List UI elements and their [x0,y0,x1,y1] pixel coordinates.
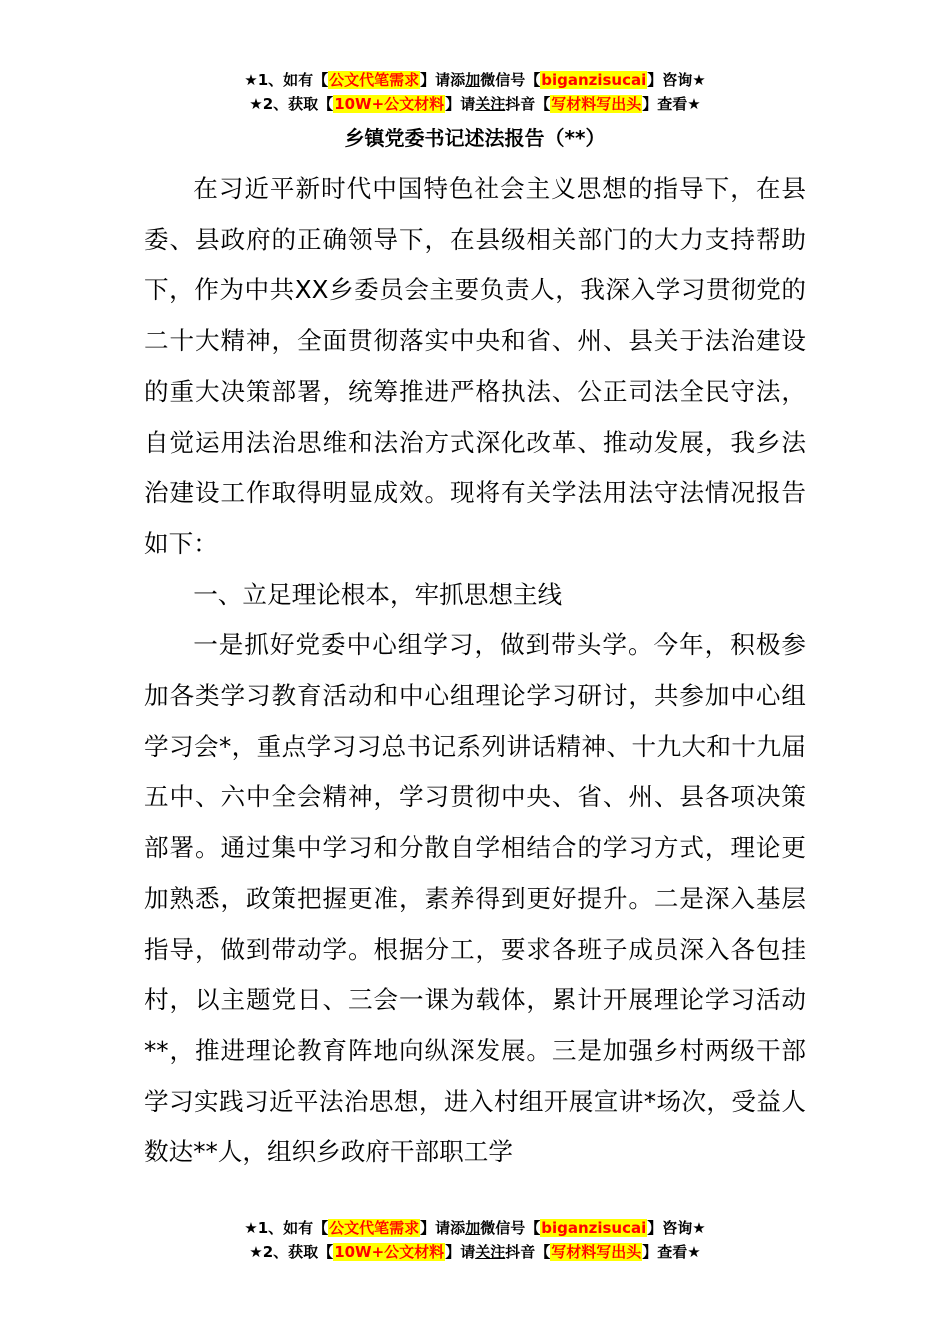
banner-highlight: biganzisucai [541,1219,647,1237]
banner-text: 】请 [445,1243,476,1261]
banner-text: 微信号【 [480,71,541,89]
banner-text: 】查看★ [642,1243,701,1261]
banner-text: 】请添 [420,1219,466,1237]
banner-underlined-text: 关注 [475,95,506,113]
banner-highlight: 公文代笔需求 [329,1219,420,1237]
paragraph-section-1: 一是抓好党委中心组学习，做到带头学。今年，积极参加各类学习教育活动和中心组理论学习研讨，共参加中心组学习会*，重点学习习总书记系列讲话精神、十九大和十九届五中、六中全会精神，学习贯彻中央、省、州、县各项决策部署。通过集中学习和分散自学相结合的学习方式，理论更加熟悉，政策把握更准，素养得到更好提升。二是深入基层指导，做到带动学。根据分工，要求各班子成员深入各包挂村，以主题党日、三会一课为载体，累计开展理论学习活动**，推进理论教育阵地向纵深发展。三是加强乡村两级干部学习实践习近平法治思想，进入村组开展宣讲*场次，受益人数达**人，组织乡政府干部职工学 [144,630,806,1167]
banner-highlight: 10W+公文材料 [334,1243,445,1261]
banner-highlight: 10W+公文材料 [334,95,445,113]
header-banner [0,68,950,116]
document-title: 乡镇党委书记述法报告（**） [344,126,606,150]
section-heading: 一、立足理论根本，牢抓思想主线 [193,579,563,609]
banner-text: 抖音【 [505,1243,551,1261]
banner-line-2 [0,1240,950,1264]
banner-highlight: biganzisucai [541,71,647,89]
banner-line-1 [0,1216,950,1240]
banner-text: ★1、如有【 [244,1219,329,1237]
banner-underlined-text: 加 [465,1219,481,1237]
banner-line-2 [0,92,950,116]
document-body [144,164,806,1178]
banner-text: 】请添 [420,71,466,89]
banner-highlight: 公文代笔需求 [329,71,420,89]
paragraph-intro: 在习近平新时代中国特色社会主义思想的指导下，在县委、县政府的正确领导下，在县级相关部门的大力支持帮助下，作为中共XX乡委员会主要负责人，我深入学习贯彻党的二十大精神，全面贯彻落实中央和省、州、县关于法治建设的重大决策部署，统筹推进严格执法、公正司法全民守法，自觉运用法治思维和法治方式深化改革、推动发展，我乡法治建设工作取得明显成效。现将有关学法用法守法情况报告如下： [144,174,806,558]
banner-text: 微信号【 [480,1219,541,1237]
banner-text: ★2、获取【 [249,95,334,113]
banner-underlined-text: 加 [465,71,481,89]
banner-line-1 [0,68,950,92]
banner-text: ★1、如有【 [244,71,329,89]
banner-text: 抖音【 [505,95,551,113]
footer-banner [0,1216,950,1264]
banner-text: 】咨询★ [647,71,706,89]
banner-text: 】请 [445,95,476,113]
banner-text: 】查看★ [642,95,701,113]
banner-text: 】咨询★ [647,1219,706,1237]
banner-underlined-text: 关注 [475,1243,506,1261]
banner-highlight: 写材料写出头 [551,1243,642,1261]
banner-text: ★2、获取【 [249,1243,334,1261]
banner-highlight: 写材料写出头 [551,95,642,113]
